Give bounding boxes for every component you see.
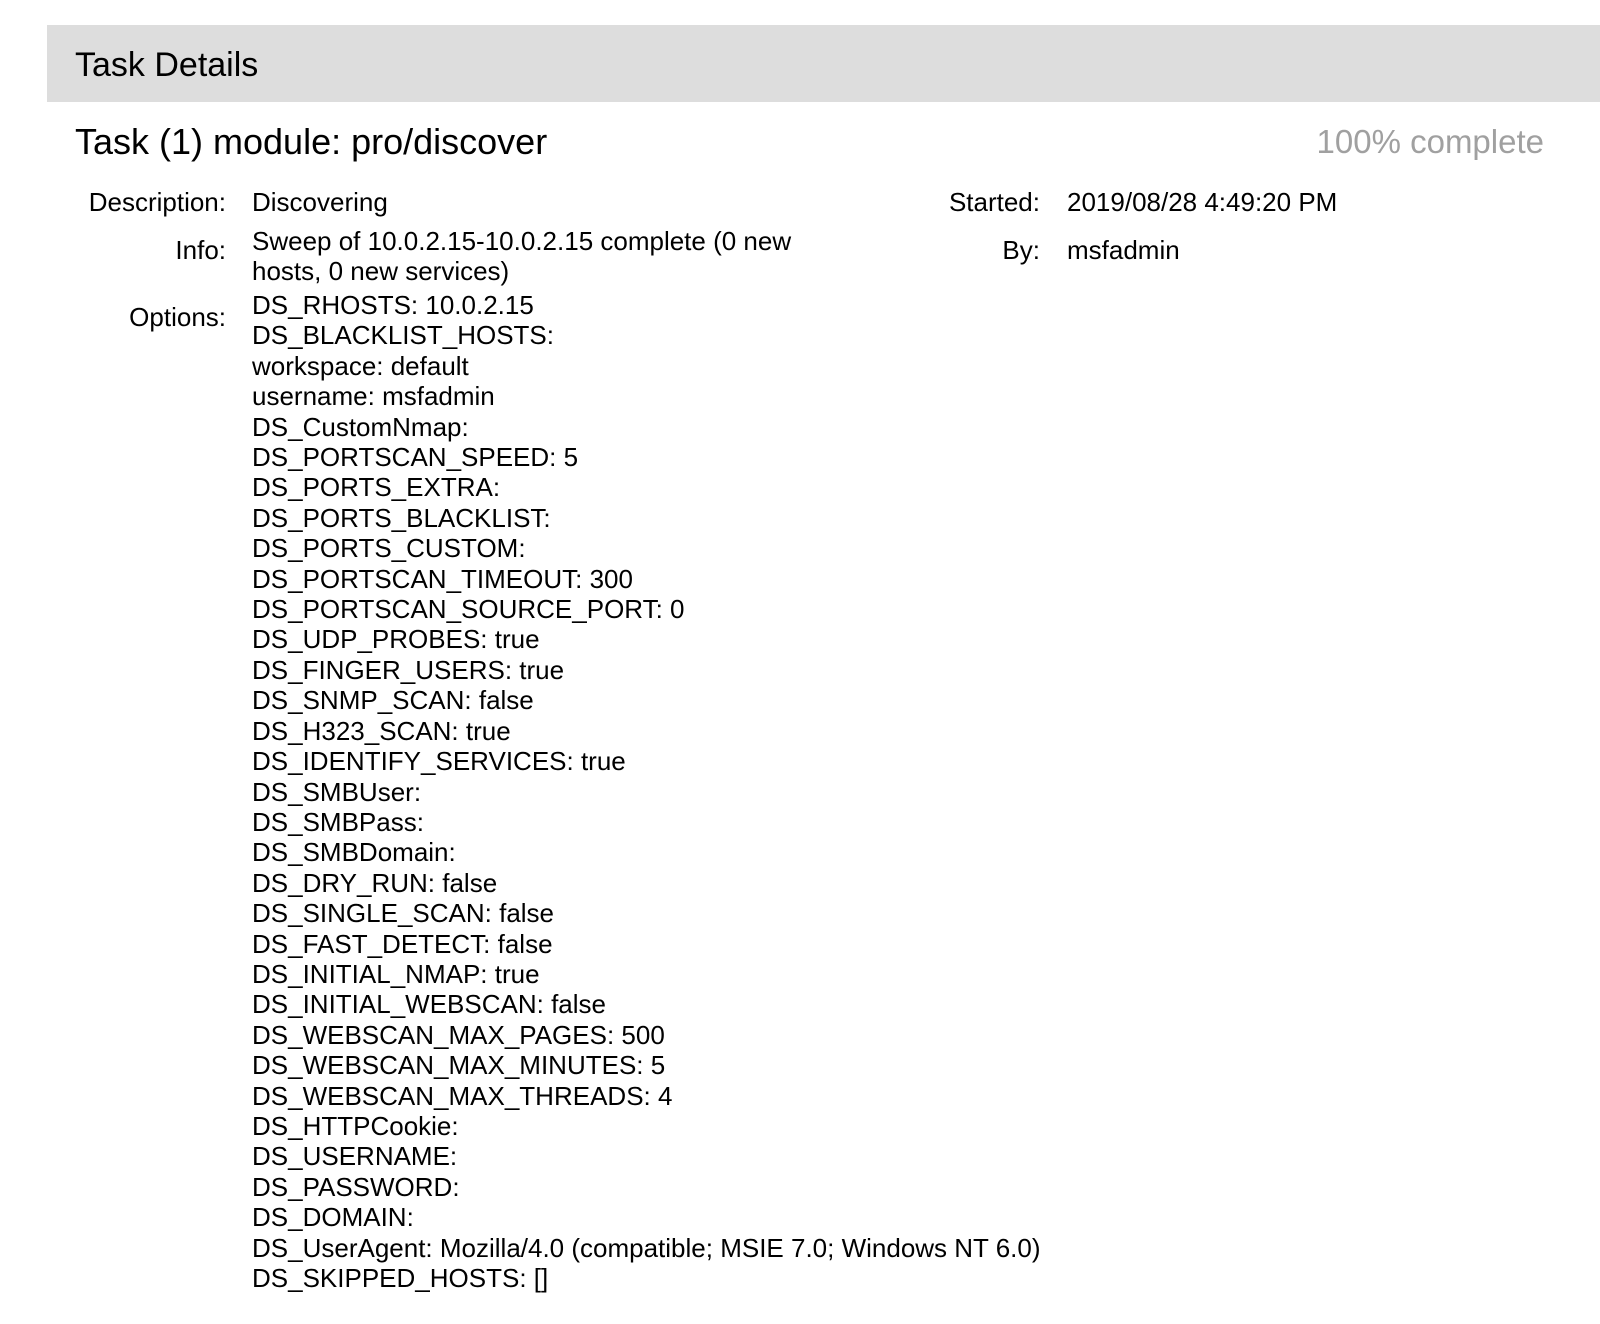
by-value: msfadmin bbox=[1067, 235, 1180, 265]
description-value: Discovering bbox=[252, 187, 388, 217]
option-item: DS_UserAgent: Mozilla/4.0 (compatible; MSIE 7.0; Windows NT 6.0) bbox=[252, 1232, 1041, 1263]
option-item: username: msfadmin bbox=[252, 381, 495, 412]
started-value: 2019/08/28 4:49:20 PM bbox=[1067, 187, 1338, 217]
option-item: DS_INITIAL_NMAP: true bbox=[252, 958, 540, 989]
started-label: Started: bbox=[948, 187, 1040, 217]
option-item: DS_PORTSCAN_SPEED: 5 bbox=[252, 442, 579, 473]
option-item: DS_WEBSCAN_MAX_MINUTES: 5 bbox=[252, 1050, 666, 1081]
option-item: DS_PORTSCAN_SOURCE_PORT: 0 bbox=[252, 594, 685, 625]
option-item: DS_SINGLE_SCAN: false bbox=[252, 898, 555, 929]
option-item: DS_FINGER_USERS: true bbox=[252, 654, 565, 685]
options-list bbox=[252, 290, 1041, 1293]
option-item: DS_PORTS_CUSTOM: bbox=[252, 533, 526, 564]
description-label: Description: bbox=[88, 187, 226, 217]
info-label: Info: bbox=[175, 235, 226, 265]
option-item: DS_PORTS_BLACKLIST: bbox=[252, 502, 551, 533]
option-item: DS_WEBSCAN_MAX_THREADS: 4 bbox=[252, 1080, 673, 1111]
option-item: DS_FAST_DETECT: false bbox=[252, 928, 553, 959]
task-details-header bbox=[47, 25, 1600, 102]
option-item: DS_SMBPass: bbox=[252, 806, 424, 837]
option-item: DS_SNMP_SCAN: false bbox=[252, 685, 534, 716]
option-item: DS_DOMAIN: bbox=[252, 1202, 414, 1233]
option-item: DS_UDP_PROBES: true bbox=[252, 624, 540, 655]
option-item: DS_SMBDomain: bbox=[252, 837, 456, 868]
option-item: DS_BLACKLIST_HOSTS: bbox=[252, 320, 554, 351]
option-item: DS_INITIAL_WEBSCAN: false bbox=[252, 989, 606, 1020]
task-title: Task (1) module: pro/discover bbox=[75, 121, 548, 162]
option-item: DS_SKIPPED_HOSTS: [] bbox=[252, 1263, 549, 1293]
option-item: DS_RHOSTS: 10.0.2.15 bbox=[252, 290, 534, 320]
header-title: Task Details bbox=[75, 46, 259, 84]
option-item: DS_HTTPCookie: bbox=[252, 1110, 459, 1141]
options-label: Options: bbox=[129, 302, 226, 332]
option-item: DS_PORTSCAN_TIMEOUT: 300 bbox=[252, 563, 633, 594]
option-item: workspace: default bbox=[252, 350, 469, 381]
by-label: By: bbox=[1002, 235, 1040, 265]
option-item: DS_IDENTIFY_SERVICES: true bbox=[252, 746, 626, 777]
info-value: Sweep of 10.0.2.15-10.0.2.15 complete (0 new hosts, 0 new services) bbox=[252, 226, 792, 287]
option-item: DS_PASSWORD: bbox=[252, 1171, 460, 1202]
task-progress: 100% complete bbox=[1316, 123, 1544, 160]
option-item: DS_DRY_RUN: false bbox=[252, 867, 498, 898]
option-item: DS_WEBSCAN_MAX_PAGES: 500 bbox=[252, 1019, 665, 1050]
option-item: DS_PORTS_EXTRA: bbox=[252, 472, 501, 503]
option-item: DS_SMBUser: bbox=[252, 776, 422, 807]
option-item: DS_USERNAME: bbox=[252, 1141, 458, 1172]
option-item: DS_H323_SCAN: true bbox=[252, 715, 511, 746]
option-item: DS_CustomNmap: bbox=[252, 411, 469, 442]
